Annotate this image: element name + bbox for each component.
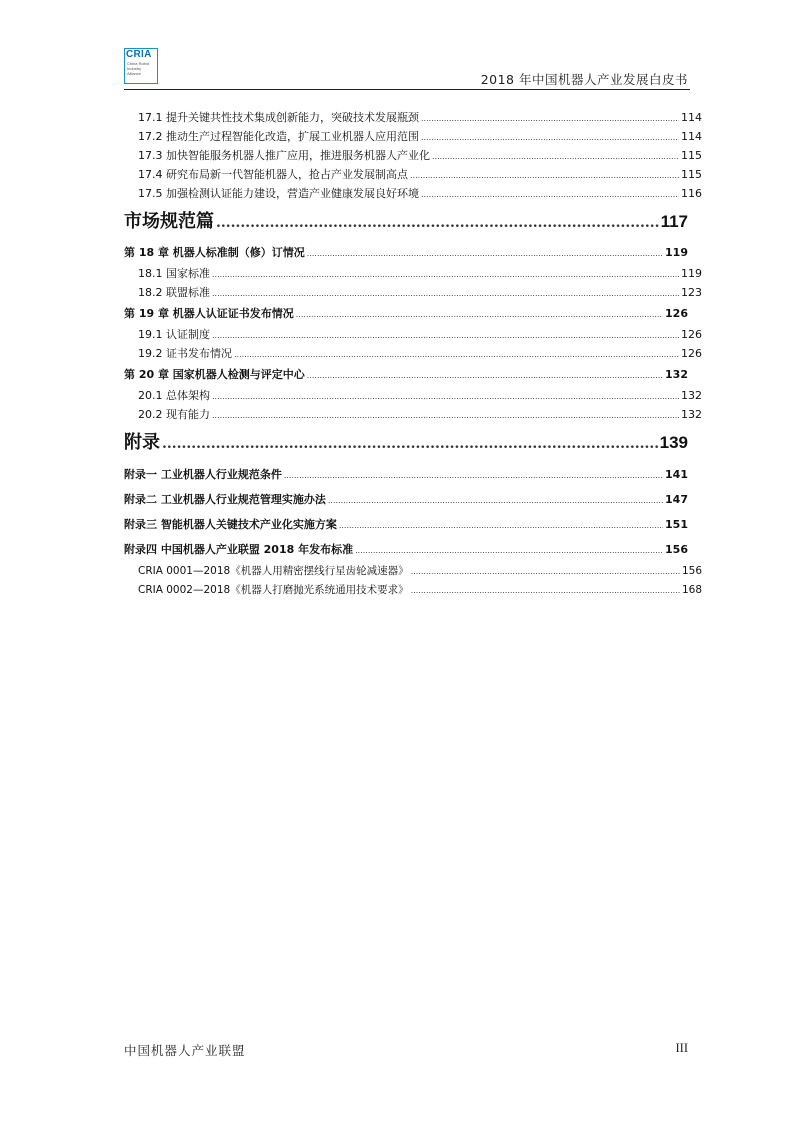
toc-appendix-label: 附录一 工业机器人行业规范条件 xyxy=(124,468,282,481)
toc-standard-page: 156 xyxy=(681,565,702,577)
toc-chapter-label: 第 20 章 国家机器人检测与评定中心 xyxy=(124,368,305,381)
toc-entry-17-5[interactable] xyxy=(124,184,702,203)
toc-appendix-2[interactable] xyxy=(124,487,688,512)
leader-dots xyxy=(212,406,679,425)
toc-part-label: 附录 xyxy=(124,432,160,453)
cria-logo xyxy=(124,48,158,84)
toc-appendix-page: 156 xyxy=(665,543,688,556)
toc-entry-17-1[interactable] xyxy=(124,108,702,127)
leader-dots xyxy=(212,326,679,345)
leader-dots xyxy=(339,513,663,538)
toc-entry-label: 19.2 证书发布情况 xyxy=(138,347,232,360)
toc-entry-17-3[interactable] xyxy=(124,146,702,165)
leader-dots xyxy=(284,463,663,488)
leader-dots xyxy=(411,581,680,600)
toc-chapter-label: 第 18 章 机器人标准制（修）订情况 xyxy=(124,246,305,259)
leader-dots xyxy=(355,538,663,563)
toc-chapter-19[interactable] xyxy=(124,302,688,325)
header-title: 2018 年中国机器人产业发展白皮书 xyxy=(480,72,688,87)
toc-entry-page: 115 xyxy=(681,168,702,181)
logo-subtext: China Robot Industry Alliance xyxy=(127,61,150,76)
leader-dots xyxy=(212,284,679,303)
toc-entry-page: 132 xyxy=(681,408,702,421)
toc-entry-17-4[interactable] xyxy=(124,165,702,184)
toc-chapter-page: 119 xyxy=(665,246,688,259)
leader-dots xyxy=(212,265,679,284)
toc-appendix-page: 147 xyxy=(665,493,688,506)
toc-standard-label: CRIA 0001—2018《机器人用精密摆线行星齿轮减速器》 xyxy=(138,565,409,577)
toc-standard-page: 168 xyxy=(681,584,702,596)
table-of-contents xyxy=(124,108,702,600)
toc-entry-label: 19.1 认证制度 xyxy=(138,328,210,341)
toc-chapter-page: 126 xyxy=(665,307,688,320)
toc-appendix-3[interactable] xyxy=(124,512,688,537)
leader-dots xyxy=(296,303,663,326)
toc-entry-19-2[interactable] xyxy=(124,344,702,363)
toc-appendix-4[interactable] xyxy=(124,537,688,562)
leader-dots xyxy=(216,204,659,242)
toc-standard-0001[interactable] xyxy=(124,562,702,581)
toc-entry-label: 18.2 联盟标准 xyxy=(138,286,210,299)
leader-dots xyxy=(307,364,663,387)
leader-dots xyxy=(328,488,663,513)
toc-entry-18-1[interactable] xyxy=(124,264,702,283)
toc-appendix-label: 附录二 工业机器人行业规范管理实施办法 xyxy=(124,493,326,506)
toc-chapter-page: 132 xyxy=(665,368,688,381)
toc-entry-label: 17.1 提升关键共性技术集成创新能力，突破技术发展瓶颈 xyxy=(138,111,419,124)
toc-standard-label: CRIA 0002—2018《机器人打磨抛光系统通用技术要求》 xyxy=(138,584,409,596)
toc-entry-page: 123 xyxy=(681,286,702,299)
toc-part-page: 117 xyxy=(660,212,688,231)
toc-chapter-18[interactable] xyxy=(124,241,688,264)
leader-dots xyxy=(307,242,663,265)
toc-part-page: 139 xyxy=(659,433,688,452)
leader-dots xyxy=(432,147,679,166)
footer-page-number: III xyxy=(675,1041,688,1055)
leader-dots xyxy=(162,425,658,463)
leader-dots xyxy=(234,345,679,364)
toc-entry-17-2[interactable] xyxy=(124,127,702,146)
toc-entry-page: 116 xyxy=(681,187,702,200)
toc-entry-18-2[interactable] xyxy=(124,283,702,302)
header-divider xyxy=(124,89,690,90)
toc-entry-20-2[interactable] xyxy=(124,405,702,424)
toc-appendix-page: 141 xyxy=(665,468,688,481)
toc-chapter-20[interactable] xyxy=(124,363,688,386)
footer-organization: 中国机器人产业联盟 xyxy=(124,1043,246,1058)
leader-dots xyxy=(410,166,679,185)
toc-entry-label: 20.2 现有能力 xyxy=(138,408,210,421)
toc-entry-page: 119 xyxy=(681,267,702,280)
toc-entry-label: 17.4 研究布局新一代智能机器人，抢占产业发展制高点 xyxy=(138,168,408,181)
leader-dots xyxy=(212,387,679,406)
toc-entry-label: 18.1 国家标准 xyxy=(138,267,210,280)
toc-entry-page: 132 xyxy=(681,389,702,402)
toc-entry-19-1[interactable] xyxy=(124,325,702,344)
toc-appendix-1[interactable] xyxy=(124,462,688,487)
toc-part-label: 市场规范篇 xyxy=(124,211,214,232)
toc-entry-page: 114 xyxy=(681,130,702,143)
leader-dots xyxy=(421,128,679,147)
toc-entry-label: 17.3 加快智能服务机器人推广应用，推进服务机器人产业化 xyxy=(138,149,430,162)
toc-standard-0002[interactable] xyxy=(124,581,702,600)
toc-entry-page: 126 xyxy=(681,328,702,341)
toc-appendix-label: 附录三 智能机器人关键技术产业化实施方案 xyxy=(124,518,337,531)
toc-entry-page: 114 xyxy=(681,111,702,124)
toc-chapter-label: 第 19 章 机器人认证证书发布情况 xyxy=(124,307,294,320)
toc-entry-page: 126 xyxy=(681,347,702,360)
logo-text: CRIA xyxy=(126,49,152,60)
toc-entry-label: 17.5 加强检测认证能力建设，营造产业健康发展良好环境 xyxy=(138,187,419,200)
toc-entry-label: 20.1 总体架构 xyxy=(138,389,210,402)
toc-appendix-page: 151 xyxy=(665,518,688,531)
leader-dots xyxy=(421,109,679,128)
toc-entry-page: 115 xyxy=(681,149,702,162)
toc-part-appendix[interactable] xyxy=(124,424,688,462)
toc-entry-label: 17.2 推动生产过程智能化改造，扩展工业机器人应用范围 xyxy=(138,130,419,143)
leader-dots xyxy=(411,562,680,581)
toc-entry-20-1[interactable] xyxy=(124,386,702,405)
leader-dots xyxy=(421,185,679,204)
toc-appendix-label: 附录四 中国机器人产业联盟 2018 年发布标准 xyxy=(124,543,354,556)
toc-part-market[interactable] xyxy=(124,203,688,241)
